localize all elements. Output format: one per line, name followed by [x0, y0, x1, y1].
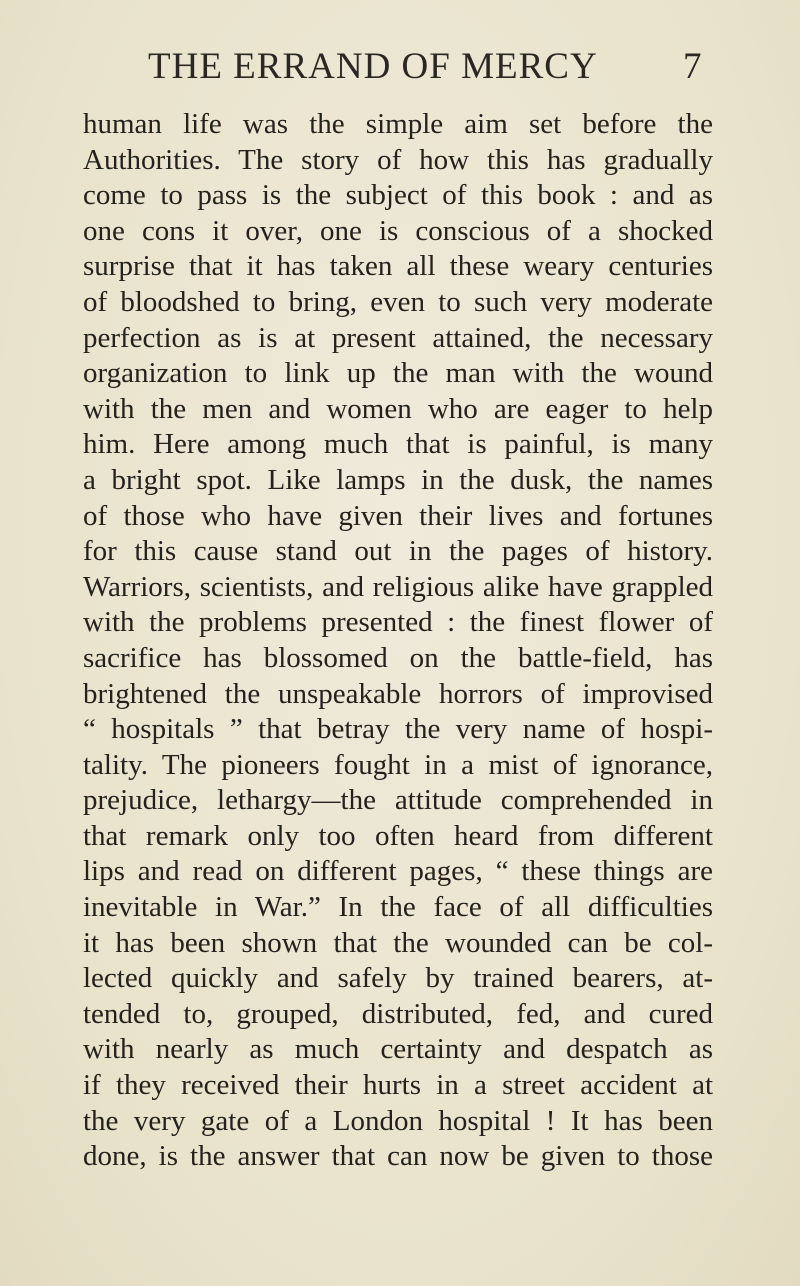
text-line: lips and read on different pages, “ these things are: [83, 855, 713, 888]
running-head: THE ERRAND OF MERCY: [148, 46, 598, 87]
text-line: Warriors, scientists, and religious alike have grappled: [83, 570, 713, 603]
text-line: lected quickly and safely by trained bearers, at-: [83, 962, 713, 995]
text-line: with the problems presented : the finest flower of: [83, 606, 713, 639]
text-line: prejudice, lethargy—the attitude comprehended in: [83, 784, 713, 817]
text-line: one cons it over, one is conscious of a shocked: [83, 214, 713, 247]
page-header: [0, 42, 800, 92]
text-line: if they received their hurts in a street accident at: [83, 1069, 713, 1102]
page-number: 7: [683, 46, 702, 87]
text-line: that remark only too often heard from different: [83, 819, 713, 852]
text-line: come to pass is the subject of this book : and as: [83, 179, 713, 212]
text-line: sacrifice has blossomed on the battle-field, has: [83, 641, 713, 674]
text-line: Authorities. The story of how this has gradually: [83, 143, 713, 176]
text-line: it has been shown that the wounded can be col-: [83, 926, 713, 959]
text-line: done, is the answer that can now be given to those: [83, 1140, 713, 1173]
text-line: of bloodshed to bring, even to such very moderate: [83, 285, 713, 318]
text-line: him. Here among much that is painful, is many: [83, 428, 713, 461]
text-line: inevitable in War.” In the face of all difficulties: [83, 891, 713, 924]
text-line: brightened the unspeakable horrors of improvised: [83, 677, 713, 710]
text-line: with nearly as much certainty and despatch as: [83, 1033, 713, 1066]
text-line: perfection as is at present attained, the necessary: [83, 321, 713, 354]
text-line: with the men and women who are eager to help: [83, 392, 713, 425]
text-line: human life was the simple aim set before the: [83, 108, 713, 140]
text-line: a bright spot. Like lamps in the dusk, the names: [83, 463, 713, 496]
text-line: tality. The pioneers fought in a mist of ignorance,: [83, 748, 713, 781]
body-text: [83, 107, 713, 1175]
text-line: the very gate of a London hospital ! It has been: [83, 1104, 713, 1137]
text-line: of those who have given their lives and fortunes: [83, 499, 713, 532]
text-line: surprise that it has taken all these weary centuries: [83, 250, 713, 283]
text-line: for this cause stand out in the pages of history.: [83, 535, 713, 568]
text-line: organization to link up the man with the wound: [83, 357, 713, 390]
text-line: tended to, grouped, distributed, fed, and cured: [83, 997, 713, 1030]
text-line: “ hospitals ” that betray the very name of hospi-: [83, 713, 713, 746]
